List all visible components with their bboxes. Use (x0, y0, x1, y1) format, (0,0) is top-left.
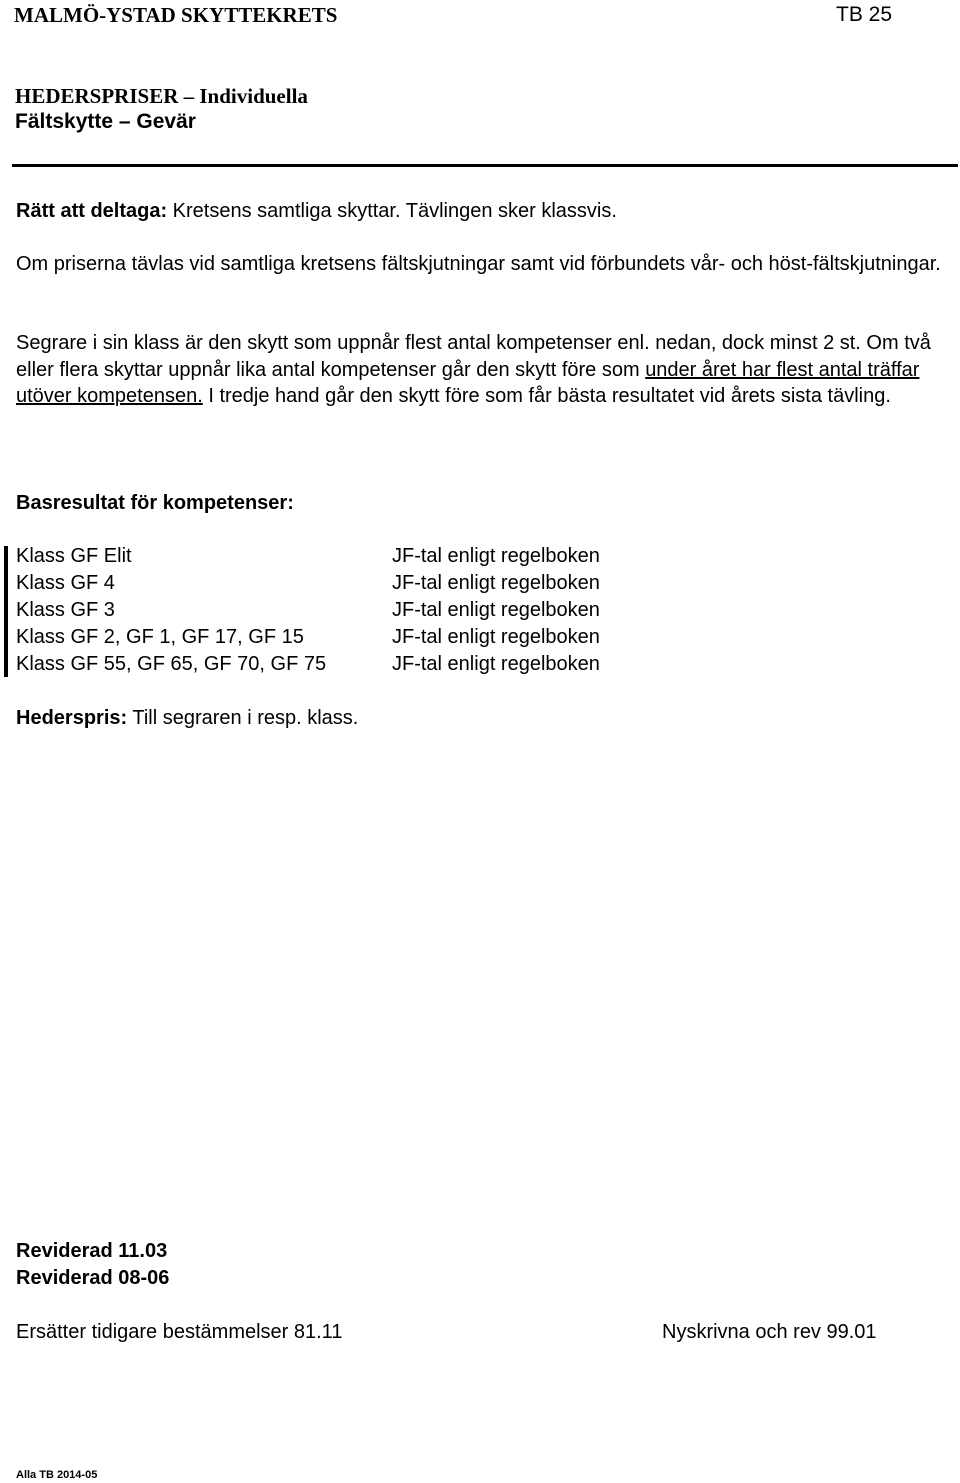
basis-class: Klass GF 3 (16, 599, 115, 621)
tb-number: TB 25 (836, 3, 893, 26)
prize-line (16, 707, 358, 730)
change-bar (4, 546, 8, 677)
winner-rules-text-b: I tredje hand går den skytt före som får bästa resultatet vid årets sista tävling. (202, 385, 891, 407)
winner-rules-text-a: Segrare i sin klass är den skytt som uppnår flest antal kompetenser enl. nedan, dock minst 2 st. Om två eller flera skyttar uppnår lika antal kompetenser går den skytt före som (16, 332, 931, 381)
basis-class: Klass GF 2, GF 1, GF 17, GF 15 (16, 626, 304, 648)
basis-value: JF-tal enligt regelboken (392, 599, 600, 621)
basis-value: JF-tal enligt regelboken (392, 572, 600, 594)
basis-class: Klass GF 4 (16, 572, 115, 594)
page-title: HEDERSPRISER – Individuella (15, 84, 308, 108)
new-note: Nyskrivna och rev 99.01 (662, 1321, 877, 1343)
eligibility-text: Kretsens samtliga skyttar. Tävlingen sker klassvis. (167, 200, 617, 222)
winner-rules-paragraph (16, 330, 951, 410)
basis-class: Klass GF 55, GF 65, GF 70, GF 75 (16, 653, 327, 675)
basis-value: JF-tal enligt regelboken (392, 545, 600, 567)
winner-rules-underlined: under året har flest antal träffar utöver kompetensen. (16, 358, 920, 407)
eligibility-label: Rätt att deltaga: (16, 200, 168, 222)
replaces-note: Ersätter tidigare bestämmelser 81.11 (16, 1321, 343, 1343)
eligibility-line (16, 198, 951, 225)
page-subtitle: Fältskytte – Gevär (15, 110, 196, 133)
basis-heading: Basresultat för kompetenser: (16, 492, 294, 514)
header-divider (12, 164, 958, 167)
basis-value: JF-tal enligt regelboken (392, 653, 600, 675)
footer-note: Alla TB 2014-05 (16, 1469, 98, 1481)
revision-2: Reviderad 08-06 (16, 1267, 170, 1289)
basis-value: JF-tal enligt regelboken (392, 626, 600, 648)
revision-1: Reviderad 11.03 (16, 1240, 168, 1262)
competition-scope-paragraph: Om priserna tävlas vid samtliga kretsens fältskjutningar samt vid förbundets vår- och höst-fältskjutningar. (16, 253, 941, 275)
basis-class: Klass GF Elit (16, 545, 132, 567)
prize-text: Till segraren i resp. klass. (127, 707, 359, 729)
org-name: MALMÖ-YSTAD SKYTTEKRETS (14, 3, 338, 27)
prize-label: Hederspris: (16, 707, 128, 729)
